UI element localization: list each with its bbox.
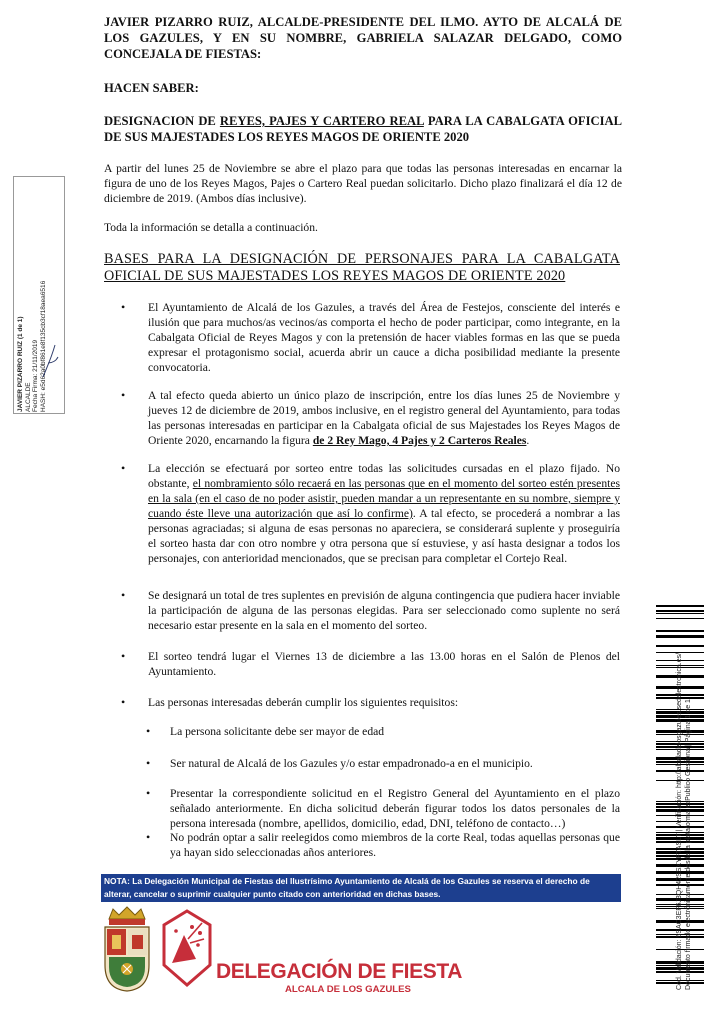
bullet-icon: • [121, 300, 126, 314]
requirement-item [146, 830, 620, 860]
signer-role: ALCALDE [24, 382, 32, 412]
logo-subtitle: ALCALA DE LOS GAZULES [285, 984, 411, 995]
intro-paragraph: A partir del lunes 25 de Noviembre se abre el plazo para que todas las personas interesadas en encarnar la figura de uno de los Reyes Magos, Pajes o Cartero Real puedan solicitarlo. Dicho plazo finalizará el día 12 de diciembre de 2019. (Ambos días inclusive). [104, 162, 622, 205]
requirement-text: Presentar la correspondiente solicitud en el Registro General del Ayuntamiento en el plazo señalado anteriormente. En dicha solicitud deberán figurar todos los datos personales de la persona interesada (nombre, apellidos, domicilio, edad, DNI, teléfono de contacto…) [170, 787, 620, 830]
handwritten-signature [39, 341, 61, 381]
requirement-text: No podrán optar a salir reelegidos como miembros de la corte Real, todas aquellas personas que ya hayan sido seleccionadas años anteriores. [170, 831, 620, 859]
bullet-item [121, 695, 620, 710]
bullet-text: Las personas interesadas deberán cumplir los siguientes requisitos: [148, 696, 459, 709]
bullet-icon: • [146, 830, 151, 844]
requirement-text: La persona solicitante debe ser mayor de edad [170, 725, 385, 738]
signer-name: JAVIER PIZARRO RUIZ (1 de 1) [17, 316, 24, 412]
bullet-item [121, 300, 620, 375]
nota-banner: NOTA: La Delegación Municipal de Fiestas del Ilustrísimo Ayuntamiento de Alcalá de los Gazules se reserva el derecho de alterar, cancelar o suprimir cualquier punto citado con anterioridad en dichas bases. [101, 874, 621, 902]
bullet-text: El Ayuntamiento de Alcalá de los Gazules, a través del Área de Festejos, consciente del interés e ilusión que para muchos/as vecinos/as comporta el hecho de poder participar, como integrante, en la Cabalgata Oficial de Reyes Magos y con la pretensión de hacer viables formas en las que se pueda expresar el protagonismo social, acuerda abrir un cauce a dicha posibilidad mediante la presente convocatoria. [148, 301, 620, 374]
bullet-end: . [526, 434, 530, 447]
bullet-text: La elección se efectuará por sorteo entre todas las solicitudes cursadas en el plazo fijado. No obstante, [148, 462, 620, 490]
designation-prefix: DESIGNACION DE [104, 114, 220, 128]
bullet-icon: • [146, 724, 151, 738]
verification-line: Documento firmado electrónicamente desde la plataforma esPublico Gestiona | Página 1 de 1 [684, 699, 692, 990]
verification-text [676, 600, 693, 990]
coat-of-arms-logo [99, 905, 155, 993]
signature-stamp [7, 176, 67, 426]
bullet-icon: • [121, 388, 126, 402]
requirement-item [146, 724, 620, 739]
bullet-icon: • [121, 588, 126, 602]
logo-title: DELEGACIÓN DE FIESTA [216, 960, 462, 983]
requirement-item [146, 786, 620, 831]
bullet-icon: • [121, 695, 126, 709]
bases-title: BASES PARA LA DESIGNACIÓN DE PERSONAJES PARA LA CABALGATA OFICIAL DE SUS MAJESTADES LOS REYES MAGOS DE ORIENTE 2020 [104, 251, 620, 284]
header-text: JAVIER PIZARRO RUIZ, ALCALDE-PRESIDENTE DEL ILMO. AYTO DE ALCALÁ DE LOS GAZULES, Y EN SU NOMBRE, GABRIELA SALAZAR DELGADO, COMO CONCEJALA DE FIESTAS: [104, 15, 622, 61]
bullet-item [121, 588, 620, 633]
bullet-text: Se designará un total de tres suplentes en previsión de alguna contingencia que pudiera hacer inviable la participación de alguna de las personas elegidas. Para ser seleccionado como suplente no será necesario estar presente en la sala en el momento del sorteo. [148, 589, 620, 632]
bullet-item [121, 388, 620, 448]
bullet-item [121, 461, 621, 566]
bullet-text-end: . A tal efecto, se procederá a nombrar a las personas agraciadas; si alguna de esas personas no apareciera, se considerará suplente y proseguiría el sorteo hasta dar con otro nombre y otra persona que sí estuviese, y así hasta designar a todos los personajes, con anterioridad mencionados, que se precisan para completar el Cortejo Real. [148, 507, 620, 565]
bullet-icon: • [146, 756, 151, 770]
info-sentence: Toda la información se detalla a continuación. [104, 221, 318, 234]
hacen-saber: HACEN SABER: [104, 81, 199, 95]
signature-hash: HASH: e5d62a0bf861e8f135cb3cf18aea6516 [39, 280, 47, 412]
verification-line: Cod. Validación: 5SAC3EF6J3QH42SSXYFTASLT | Verificación: http://alcaladelosgazules.sedelectronica.es/ [676, 652, 683, 990]
bullet-text: El sorteo tendrá lugar el Viernes 13 de diciembre a las 13.00 horas en el Salón de Plenos del Ayuntamiento. [148, 650, 620, 678]
designation-underlined: REYES, PAJES Y CARTERO REAL [219, 114, 424, 128]
designation-suffix: PARA LA CABALGATA OFICIAL DE SUS MAJESTADES LOS REYES MAGOS DE ORIENTE 2020 [104, 114, 622, 144]
bullet-icon: • [121, 649, 126, 663]
delegacion-fiesta-logo-icon [162, 909, 212, 987]
designation-title [104, 113, 622, 145]
requirement-item [146, 756, 620, 771]
bullet-bold-figures: de 2 Rey Mago, 4 Pajes y 2 Carteros Reales [312, 434, 527, 447]
bullet-icon: • [146, 786, 151, 800]
signature-date: Fecha Firma: 21/11/2019 [32, 339, 39, 412]
bullet-underlined: el nombramiento sólo recaerá en las personas que en el momento del sorteo estén presentes en la sala (en el caso de no poder asistir, pueden mandar a un representante en su nombre, siempre y cuando éste lleve una autorización que así lo confirme) [148, 477, 621, 520]
bullet-icon: • [121, 461, 126, 475]
bullet-text: A tal efecto queda abierto un único plazo de inscripción, entre los días lunes 25 de Noviembre y jueves 12 de diciembre de 2019, ambos inclusive, en el registro general del Ayuntamiento, para todas las personas interesadas en participar en la Cabalgata oficial de sus Majestades los Reyes Magos de Oriente 2020, encarnando la figura [148, 389, 620, 447]
bullet-item [121, 649, 620, 679]
requirement-text: Ser natural de Alcalá de los Gazules y/o estar empadronado-a en el municipio. [170, 757, 533, 770]
